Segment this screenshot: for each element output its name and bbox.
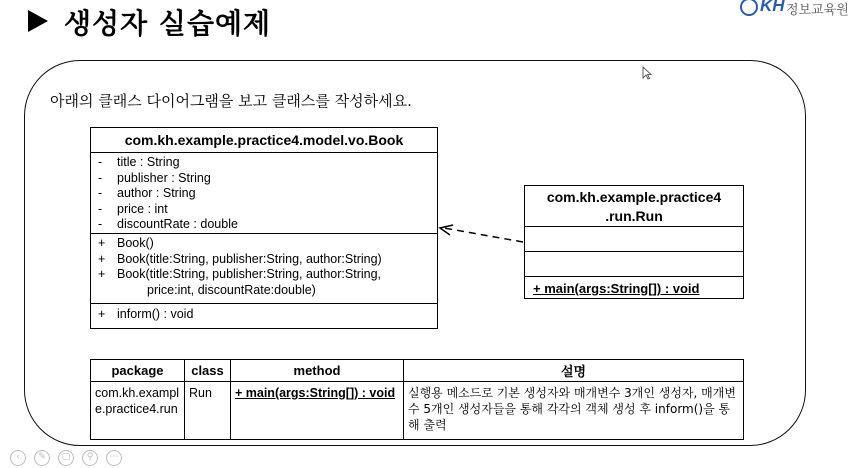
constructor-row: + Book() bbox=[98, 236, 154, 250]
search-icon[interactable]: ⚲ bbox=[82, 450, 98, 466]
run-class-name-line2: .run.Run bbox=[605, 208, 663, 224]
cell-class: Run bbox=[185, 382, 231, 440]
attribute-row: - discountRate : double bbox=[98, 217, 238, 232]
class-info-table bbox=[90, 359, 744, 440]
pen-icon[interactable]: ✎ bbox=[34, 450, 50, 466]
run-main-method: + main(args:String[]) : void bbox=[533, 281, 700, 296]
attribute-row: - publisher : String bbox=[98, 170, 211, 185]
attribute-row: - author : String bbox=[98, 186, 196, 201]
logo-text: 정보교육원 bbox=[786, 3, 849, 18]
attribute-row: - title : String bbox=[98, 155, 180, 169]
logo-brand: KH bbox=[760, 0, 785, 15]
header-class: class bbox=[185, 360, 231, 382]
table-row bbox=[91, 382, 744, 440]
method-row: + inform() : void bbox=[98, 307, 194, 321]
copy-icon[interactable]: ▢ bbox=[58, 450, 74, 466]
header-description: 설명 bbox=[404, 360, 744, 382]
constructor-row: + Book(title:String, publisher:String, author:String) bbox=[98, 251, 382, 266]
instruction-text: 아래의 클래스 다이어그램을 보고 클래스를 작성하세요. bbox=[50, 92, 412, 110]
constructor-row: + Book(title:String, publisher:String, author:String, bbox=[98, 267, 382, 282]
cell-description: 실행용 메소드로 기본 생성자와 매개변수 3개인 생성자, 매개변수 5개인 생성자들을 통해 각각의 객체 생성 후 inform()을 통해 출력 bbox=[404, 382, 744, 440]
run-class-name-line1: com.kh.example.practice4 bbox=[546, 189, 722, 205]
menu-icon[interactable]: ⋯ bbox=[106, 450, 122, 466]
mouse-cursor-icon bbox=[642, 66, 652, 80]
table-header-row bbox=[91, 360, 744, 382]
book-class-name: com.kh.example.practice4.model.vo.Book bbox=[91, 128, 437, 153]
cell-method: + main(args:String[]) : void bbox=[231, 382, 404, 440]
cell-package: com.kh.example.practice4.run bbox=[91, 382, 185, 440]
slide-title: 생성자 실습예제 bbox=[64, 7, 272, 40]
back-icon[interactable]: ‹ bbox=[10, 450, 26, 466]
dependency-line bbox=[444, 228, 523, 242]
header-method: method bbox=[231, 360, 404, 382]
header-package: package bbox=[91, 360, 185, 382]
attribute-row: - price : int bbox=[98, 201, 168, 216]
constructor-row-continued: price:int, discountRate:double) bbox=[147, 282, 316, 297]
